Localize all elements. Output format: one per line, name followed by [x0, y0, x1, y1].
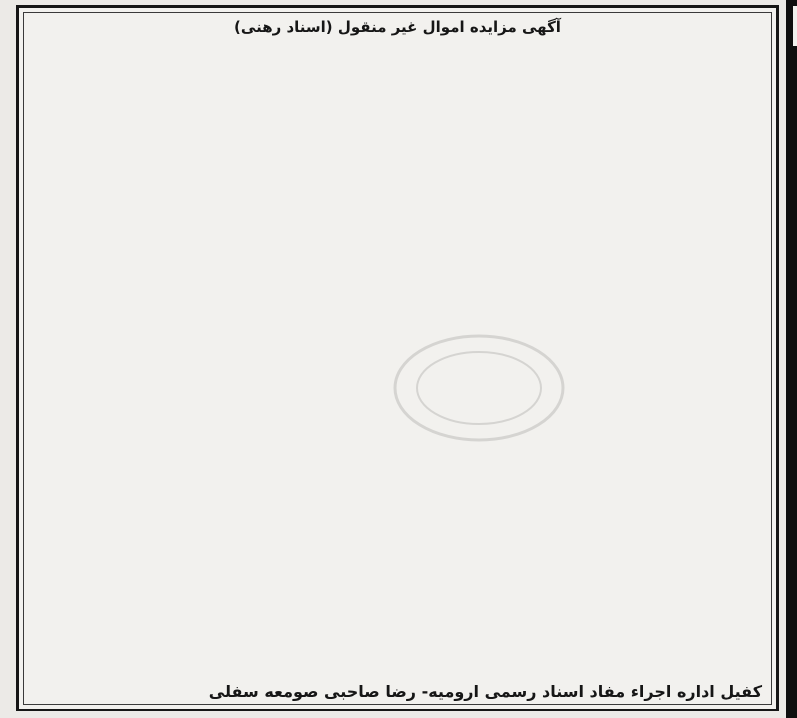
page-edge-notch — [793, 6, 797, 46]
notice-body — [37, 44, 766, 664]
signature-line: کفیل اداره اجراء مفاد اسناد رسمی ارومیه- رضا صاحبی صومعه سفلی — [208, 682, 762, 701]
page-edge — [786, 0, 797, 718]
auction-notice — [16, 5, 779, 711]
notice-title: آگهی مزایده اموال غیر منقول (اسناد رهنی) — [234, 18, 561, 36]
